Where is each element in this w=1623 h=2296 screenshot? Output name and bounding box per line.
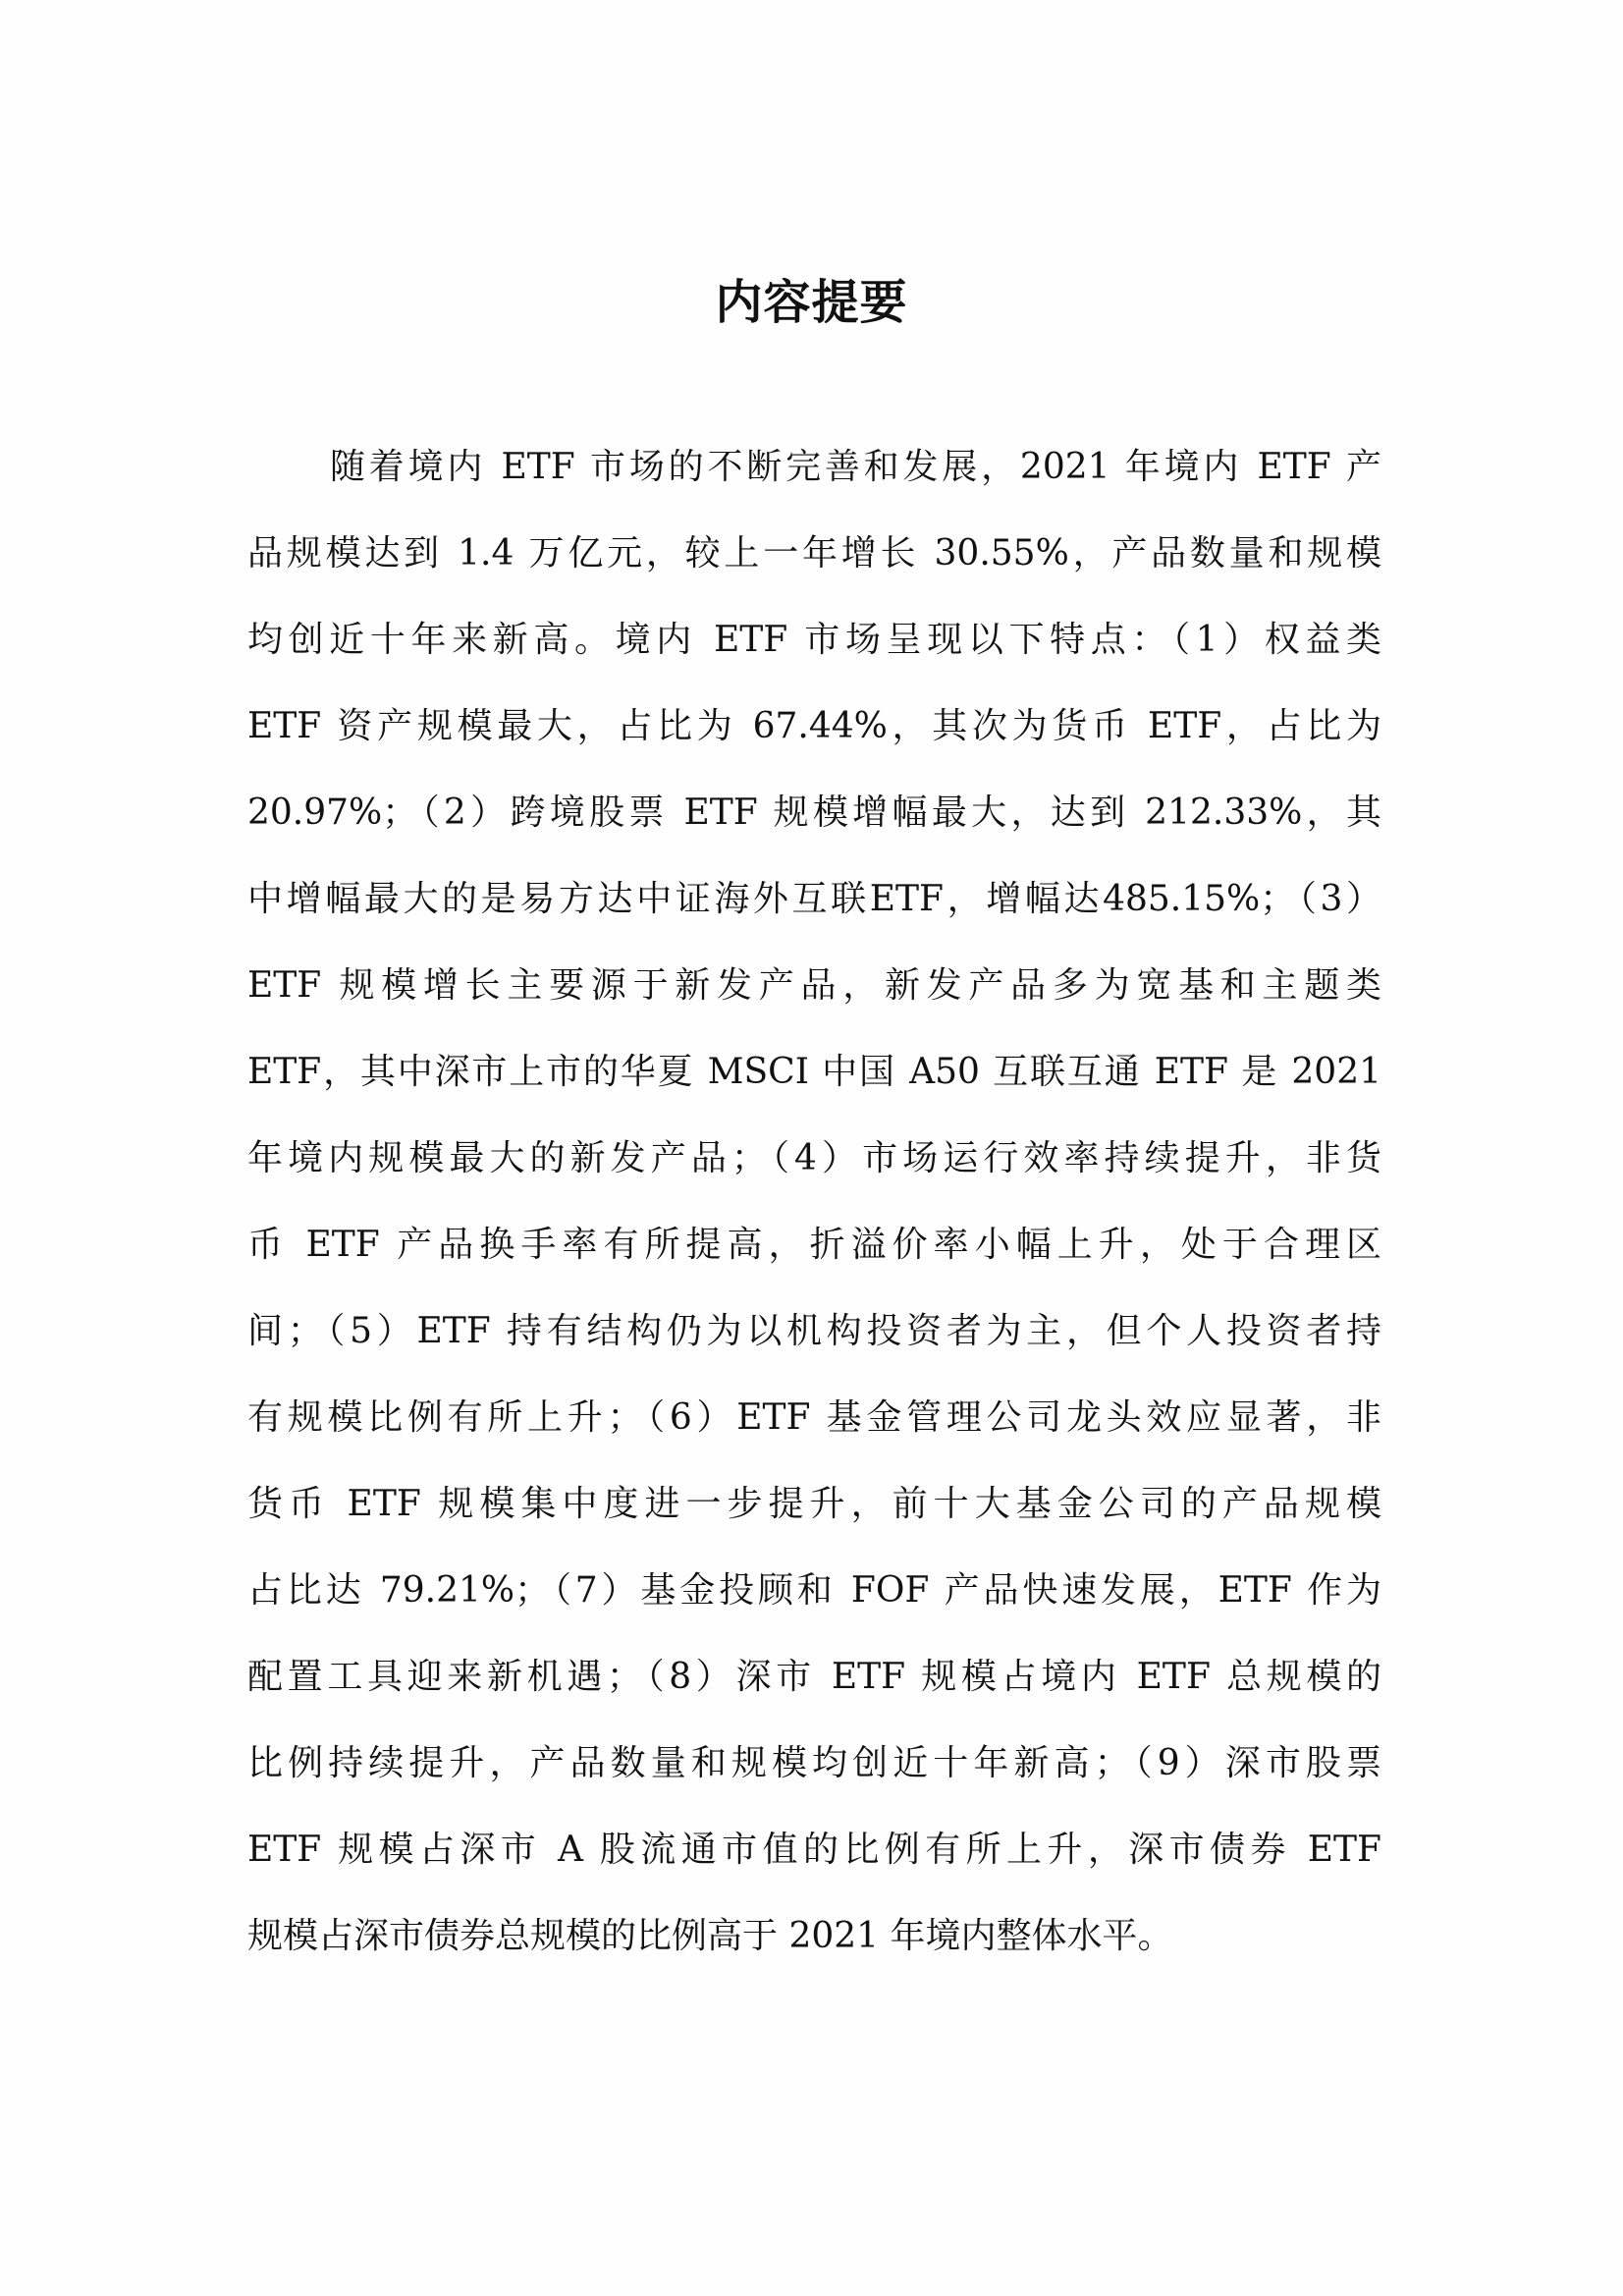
- page-title: 内容提要: [715, 275, 908, 330]
- summary-line-12: 有规模比例有所上升；（6）ETF 基金管理公司龙头效应显著，非: [247, 1397, 1381, 1438]
- summary-line-16: 比例持续提升，产品数量和规模均创近十年新高；（9）深市股票: [247, 1743, 1381, 1783]
- summary-line-2: 品规模达到 1.4 万亿元，较上一年增长 30.55%，产品数量和规模: [247, 533, 1381, 574]
- summary-line-13: 货币 ETF 规模集中度进一步提升，前十大基金公司的产品规模: [247, 1484, 1381, 1524]
- summary-line-17: ETF 规模占深市 A 股流通市值的比例有所上升，深市债券 ETF: [247, 1830, 1381, 1870]
- summary-body: [247, 424, 1381, 1980]
- summary-line-15: 配置工具迎来新机遇；（8）深市 ETF 规模占境内 ETF 总规模的: [247, 1657, 1381, 1697]
- summary-line-6: 中增幅最大的是易方达中证海外互联ETF，增幅达485.15%；（3）: [247, 879, 1381, 919]
- summary-line-8: ETF，其中深市上市的华夏 MSCI 中国 A50 互联互通 ETF 是 2021: [247, 1052, 1381, 1092]
- summary-line-3: 均创近十年来新高。境内 ETF 市场呈现以下特点：（1）权益类: [247, 620, 1381, 660]
- summary-line-5: 20.97%；（2）跨境股票 ETF 规模增幅最大，达到 212.33%，其: [247, 793, 1381, 833]
- summary-line-18: 规模占深市债券总规模的比例高于 2021 年境内整体水平。: [247, 1916, 1173, 1956]
- summary-line-10: 币 ETF 产品换手率有所提高，折溢价率小幅上升，处于合理区: [247, 1225, 1381, 1265]
- summary-line-7: ETF 规模增长主要源于新发产品，新发产品多为宽基和主题类: [247, 965, 1381, 1006]
- summary-line-9: 年境内规模最大的新发产品；（4）市场运行效率持续提升，非货: [247, 1138, 1381, 1178]
- summary-line-11: 间；（5）ETF 持有结构仍为以机构投资者为主，但个人投资者持: [247, 1311, 1381, 1351]
- summary-line-4: ETF 资产规模最大，占比为 67.44%，其次为货币 ETF，占比为: [247, 706, 1381, 746]
- summary-line-1: 随着境内 ETF 市场的不断完善和发展，2021 年境内 ETF 产: [330, 447, 1381, 487]
- summary-line-14: 占比达 79.21%；（7）基金投顾和 FOF 产品快速发展，ETF 作为: [247, 1570, 1381, 1611]
